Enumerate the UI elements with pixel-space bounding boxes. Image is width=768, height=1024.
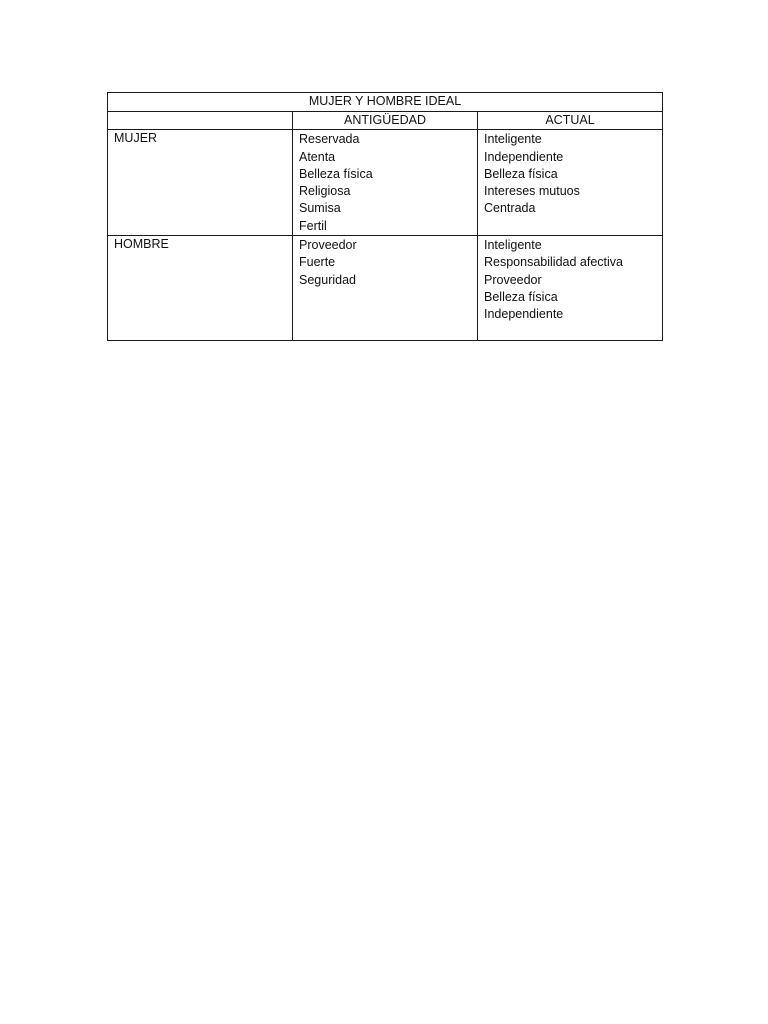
- list-item: Centrada: [484, 201, 536, 216]
- header-empty: [108, 112, 293, 130]
- table-title: MUJER Y HOMBRE IDEAL: [108, 93, 663, 112]
- list-item: Reservada: [299, 132, 360, 147]
- table-row: [108, 236, 663, 341]
- list-item: Sumisa: [299, 201, 341, 216]
- ideal-table: [107, 92, 663, 341]
- list-item: Intereses mutuos: [484, 184, 580, 199]
- list-hombre-actual: [484, 236, 656, 323]
- list-item: Atenta: [299, 149, 336, 164]
- list-item: Independiente: [484, 307, 564, 322]
- list-mujer-antiguedad: [299, 130, 471, 235]
- list-item: Independiente: [484, 149, 564, 164]
- cell-mujer-antiguedad: [293, 130, 478, 236]
- cell-mujer-actual: [478, 130, 663, 236]
- list-item: Belleza física: [484, 289, 558, 304]
- table-header-row: [108, 112, 663, 130]
- row-label-hombre: HOMBRE: [108, 236, 293, 341]
- list-item: Seguridad: [299, 272, 356, 287]
- list-item: Proveedor: [299, 238, 357, 253]
- cell-hombre-actual: [478, 236, 663, 341]
- list-item: Proveedor: [484, 272, 542, 287]
- list-item: Fertil: [299, 218, 327, 233]
- list-item: Responsabilidad afectiva: [484, 255, 623, 270]
- list-item: Fuerte: [299, 255, 336, 270]
- list-hombre-antiguedad: [299, 236, 471, 289]
- header-antiguedad: ANTIGÜEDAD: [293, 112, 478, 130]
- cell-hombre-antiguedad: [293, 236, 478, 341]
- list-mujer-actual: [484, 130, 656, 217]
- list-item: Belleza física: [299, 166, 373, 181]
- header-actual: ACTUAL: [478, 112, 663, 130]
- list-item: Religiosa: [299, 184, 351, 199]
- table-row: [108, 130, 663, 236]
- list-item: Belleza física: [484, 166, 558, 181]
- list-item: Inteligente: [484, 132, 542, 147]
- row-label-mujer: MUJER: [108, 130, 293, 236]
- table-title-row: [108, 93, 663, 112]
- list-item: Inteligente: [484, 238, 542, 253]
